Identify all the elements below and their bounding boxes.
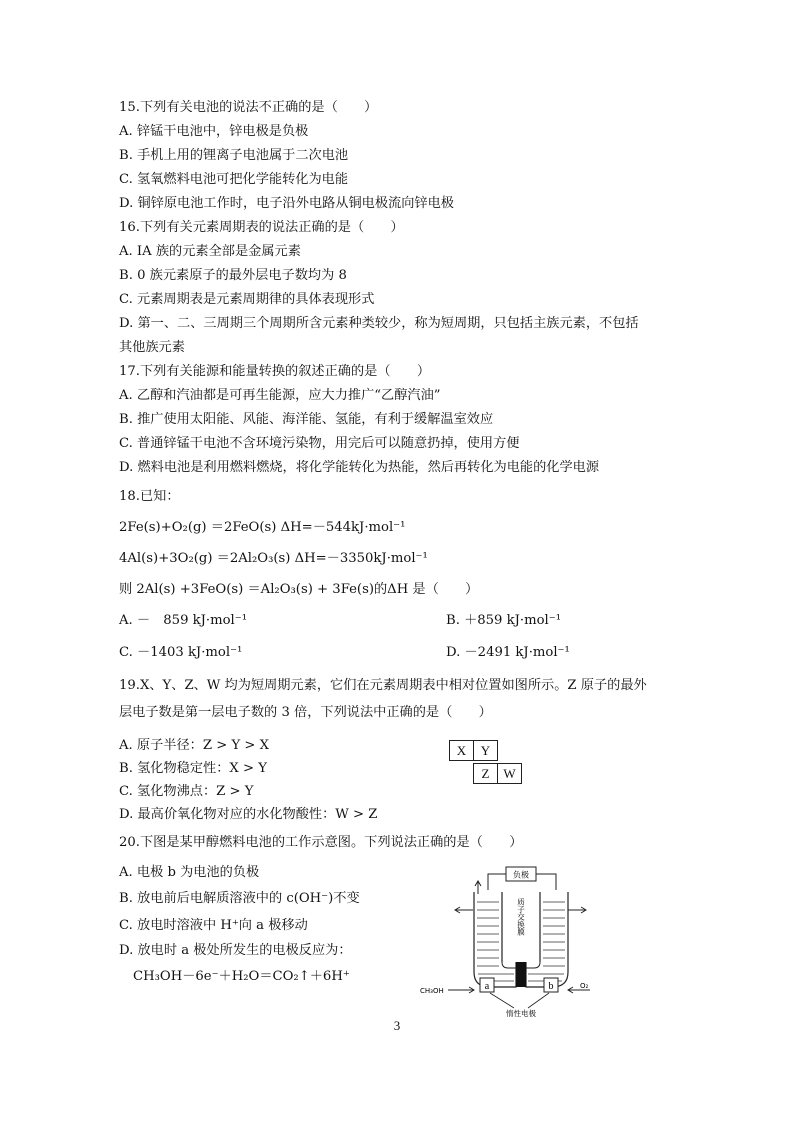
q16-stem: 16.下列有关元素周期表的说法正确的是（ ）	[119, 220, 404, 235]
negative-label: 负极	[513, 870, 529, 880]
electrode-b-label: b	[548, 981, 554, 992]
q20-option-d: D. 放电时 a 极处所发生的电极反应为：	[119, 943, 352, 958]
cell-z: Z	[473, 763, 498, 784]
q20-stem: 20.下图是某甲醇燃料电池的工作示意图。下列说法正确的是（ ）	[119, 835, 523, 850]
q17-option-a: A. 乙醇和汽油都是可再生能源，应大力推广“乙醇汽油”	[119, 388, 441, 403]
cell-y: Y	[473, 740, 498, 761]
q19-stem-line2: 层电子数是第一层电子数的 3 倍，下列说法中正确的是（ ）	[119, 705, 492, 720]
page-number: 3	[393, 1018, 401, 1033]
q17-stem: 17.下列有关能源和能量转换的叙述正确的是（ ）	[119, 364, 431, 379]
q16-option-d-line1: D. 第一、二、三周期三个周期所含元素种类较少，称为短周期，只包括主族元素，不包括	[119, 316, 639, 331]
cell-w: W	[497, 763, 522, 784]
right-tube	[526, 892, 568, 987]
q17-option-b: B. 推广使用太阳能、风能、海洋能、氢能，有利于缓解温室效应	[119, 412, 494, 427]
fuel-cell-diagram	[418, 862, 598, 1020]
q18-stem: 18.已知：	[119, 489, 180, 504]
left-tube	[474, 892, 516, 987]
electrode-a-label: a	[484, 981, 490, 992]
cell-x: X	[449, 740, 474, 761]
q15-stem: 15.下列有关电池的说法不正确的是（ ）	[119, 100, 378, 115]
left-arrow-icon	[455, 907, 473, 913]
proton-exchange-membrane	[516, 962, 526, 987]
q16-option-b: B. 0 族元素原子的最外层电子数均为 8	[119, 268, 347, 283]
q18-question: 则 2Al(s) +3FeO(s) ＝Al₂O₃(s) + 3Fe(s)的ΔH 是（ ）	[119, 582, 479, 597]
q20-option-d-equation: CH₃OH－6e⁻＋H₂O＝CO₂↑＋6H⁺	[133, 969, 350, 984]
q20-option-c: C. 放电时溶液中 H⁺向 a 极移动	[119, 918, 308, 933]
q18-equation-1: 2Fe(s)+O₂(g) ＝2FeO(s) ΔH=－544kJ·mol⁻¹	[119, 520, 406, 535]
q15-option-c: C. 氢氧燃料电池可把化学能转化为电能	[119, 172, 349, 187]
right-tube-inner	[526, 962, 540, 968]
right-arrow-icon	[568, 907, 586, 913]
q19-option-a: A. 原子半径：Z > Y > X	[119, 738, 269, 753]
q16-option-d-line2: 其他族元素	[119, 340, 185, 355]
methanol-label: CH₃OH	[420, 987, 444, 995]
q19-option-c: C. 氢化物沸点：Z > Y	[119, 784, 254, 799]
q15-option-b: B. 手机上用的锂离子电池属于二次电池	[119, 148, 349, 163]
oxygen-label: O₂	[580, 982, 589, 990]
q15-option-d: D. 铜锌原电池工作时，电子沿外电路从铜电极流向锌电极	[119, 196, 454, 211]
q18-option-d: D. －2491 kJ·mol⁻¹	[446, 645, 570, 660]
q20-option-a: A. 电极 b 为电池的负极	[119, 865, 260, 880]
methanol-arrow-icon	[448, 987, 474, 993]
q15-option-a: A. 锌锰干电池中，锌电极是负极	[119, 124, 309, 139]
q16-option-a: A. IA 族的元素全部是金属元素	[119, 244, 301, 259]
q18-option-a: A. － 859 kJ·mol⁻¹	[119, 613, 248, 628]
inert-electrode-label: 惰性电极	[506, 1009, 536, 1018]
q18-equation-2: 4Al(s)+3O₂(g) ＝2Al₂O₃(s) ΔH=－3350kJ·mol⁻¹	[119, 551, 428, 566]
q17-option-c: C. 普通锌锰干电池不含环境污染物，用完后可以随意扔掉，使用方便	[119, 436, 520, 451]
q18-option-c: C. －1403 kJ·mol⁻¹	[119, 645, 243, 660]
left-tube-inner	[502, 962, 516, 968]
q19-stem-line1: 19.X、Y、Z、W 均为短周期元素，它们在元素周期表中相对位置如图所示。Z 原子的最外	[119, 678, 647, 693]
leader-lines	[490, 993, 549, 1008]
q19-option-b: B. 氢化物稳定性：X > Y	[119, 761, 267, 776]
q20-option-b: B. 放电前后电解质溶液中的 c(OH⁻)不变	[119, 891, 360, 906]
membrane-label: 质子交换膜	[516, 898, 526, 936]
up-arrow-icon	[475, 881, 481, 894]
q17-option-d: D. 燃料电池是利用燃料燃烧，将化学能转化为热能，然后再转化为电能的化学电源	[119, 460, 600, 475]
q18-option-b: B. ＋859 kJ·mol⁻¹	[446, 613, 562, 628]
q16-option-c: C. 元素周期表是元素周期律的具体表现形式	[119, 292, 375, 307]
q19-option-d: D. 最高价氧化物对应的水化物酸性：W > Z	[119, 807, 378, 822]
